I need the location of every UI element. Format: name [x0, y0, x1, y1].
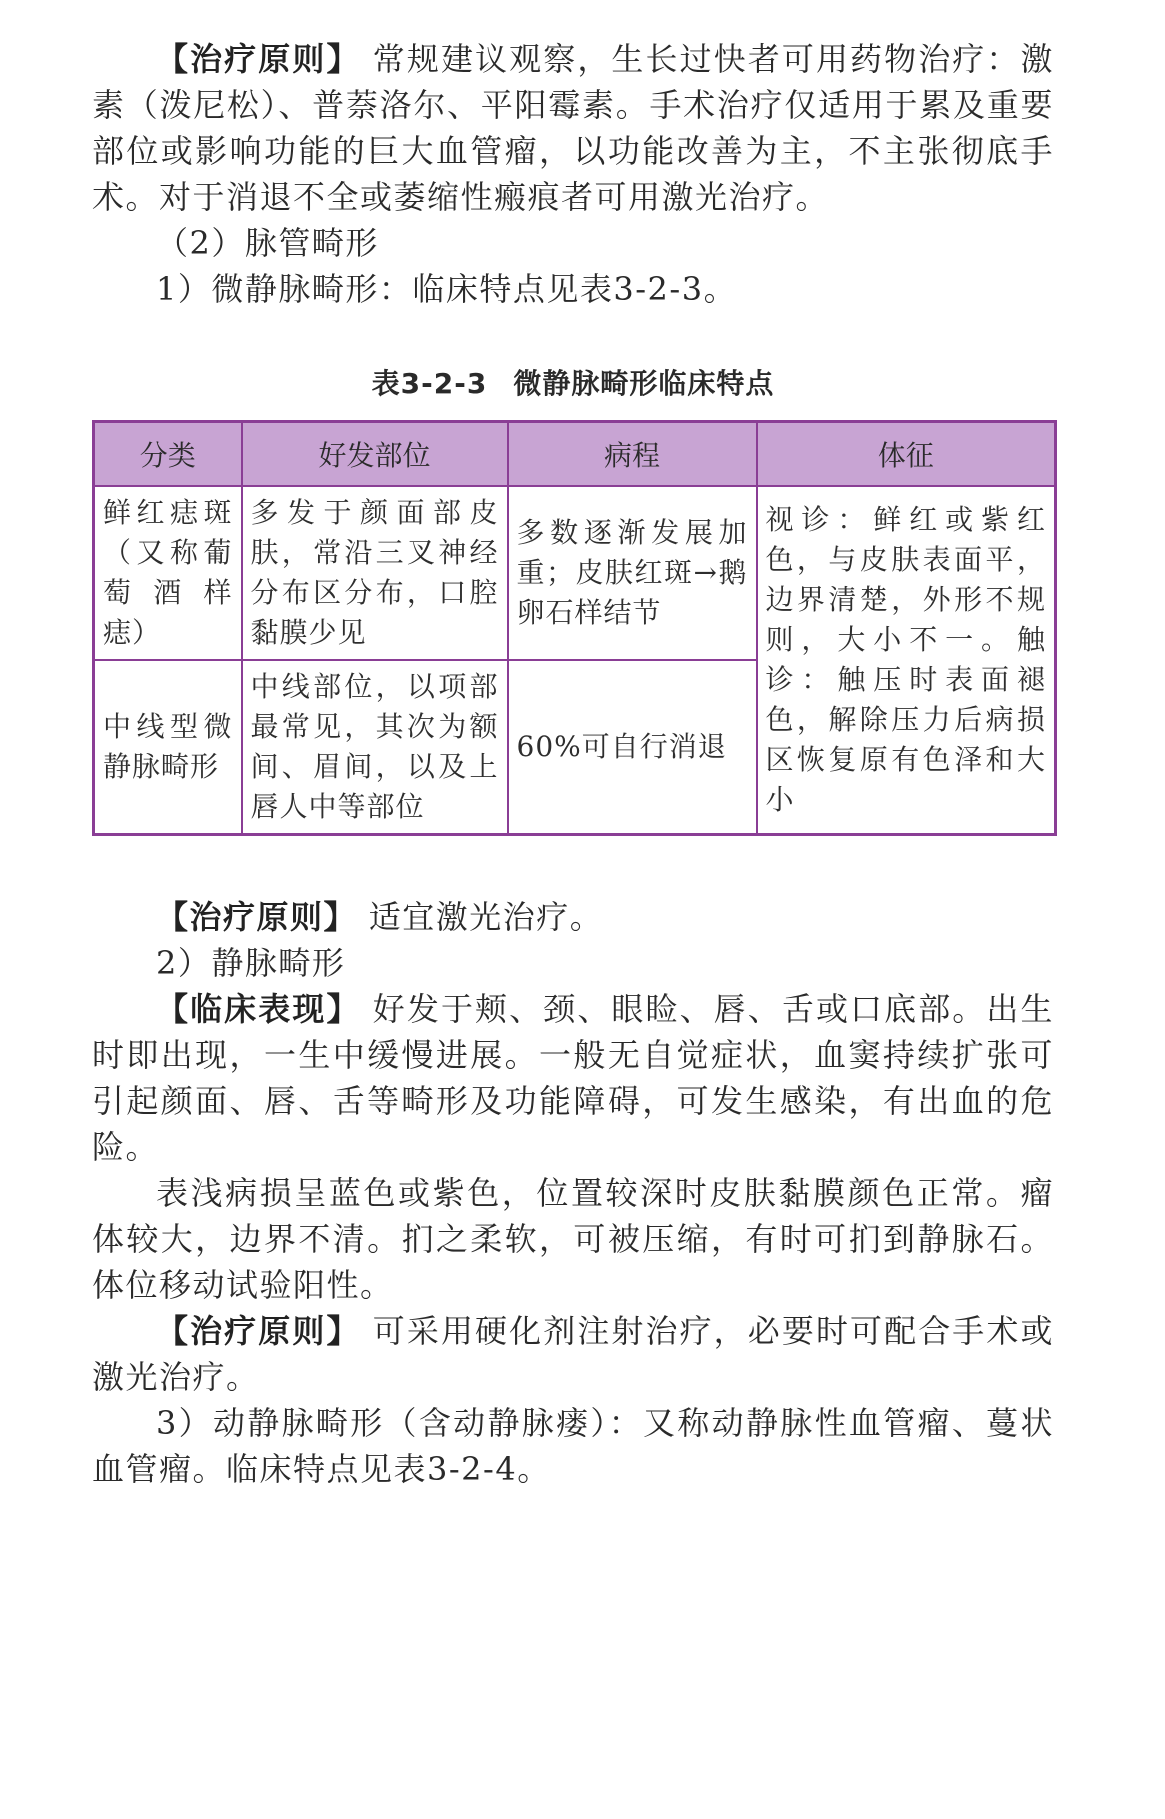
clinical-features-table [92, 420, 1057, 836]
item-arteriovenous-malformation: 3）动静脉畸形（含动静脉瘘）：又称动静脉性血管瘤、蔓状血管瘤。临床特点见表3-2-4。 [92, 1404, 1054, 1488]
cell-category: 鲜红痣斑（又称葡萄酒样痣） [94, 486, 242, 660]
table-number: 表3-2-3 [371, 367, 488, 400]
cell-site: 多发于颜面部皮肤，常沿三叉神经分布区分布，口腔黏膜少见 [242, 486, 508, 660]
cell-category: 中线型微静脉畸形 [94, 660, 242, 835]
cell-signs: 视诊：鲜红或紫红色，与皮肤表面平，边界清楚，外形不规则，大小不一。触诊：触压时表面褪色，解除压力后病损区恢复原有色泽和大小 [757, 486, 1056, 835]
treatment-principle-paragraph-2 [92, 894, 1054, 940]
table-header-row [94, 422, 1056, 487]
treatment-principle-paragraph [92, 36, 1054, 220]
clinical-manifestation-paragraph [92, 986, 1054, 1170]
item-venous-malformation: 2）静脉畸形 [156, 944, 346, 982]
header-course: 病程 [508, 422, 757, 487]
clinical-manifestation-tag: 【临床表现】 [156, 990, 361, 1028]
header-site: 好发部位 [242, 422, 508, 487]
treatment-principle-tag: 【治疗原则】 [156, 40, 361, 78]
table-title: 微静脉畸形临床特点 [513, 367, 775, 400]
cell-site: 中线部位，以项部最常见，其次为额间、眉间，以及上唇人中等部位 [242, 660, 508, 835]
lesion-description-paragraph: 表浅病损呈蓝色或紫色，位置较深时皮肤黏膜颜色正常。瘤体较大，边界不清。扪之柔软，可被压缩，有时可扪到静脉石。体位移动试验阳性。 [92, 1174, 1054, 1304]
header-category: 分类 [94, 422, 242, 487]
treatment-principle-tag-3: 【治疗原则】 [156, 1312, 361, 1350]
treatment-principle-tag-2: 【治疗原则】 [156, 898, 358, 936]
treatment-principle-text: 常规建议观察，生长过快者可用药物治疗：激素（泼尼松）、普萘洛尔、平阳霉素。手术治疗仅适用于累及重要部位或影响功能的巨大血管瘤，以功能改善为主，不主张彻底手术。对于消退不全或萎缩性瘢痕者可用激光治疗。 [92, 40, 1054, 216]
treatment-principle-text-2: 适宜激光治疗。 [368, 898, 604, 936]
cell-course: 多数逐渐发展加重；皮肤红斑→鹅卵石样结节 [508, 486, 757, 660]
treatment-principle-paragraph-3 [92, 1308, 1054, 1400]
section-heading-vascular-malformation: （2）脉管畸形 [156, 224, 379, 262]
document-page [92, 36, 1054, 1492]
cell-course: 60%可自行消退 [508, 660, 757, 835]
table-caption [92, 362, 1054, 402]
table-row [94, 486, 1056, 660]
treatment-principle-text-3: 可采用硬化剂注射治疗，必要时可配合手术或激光治疗。 [92, 1312, 1054, 1396]
clinical-manifestation-text: 好发于颊、颈、眼睑、唇、舌或口底部。出生时即出现，一生中缓慢进展。一般无自觉症状，血窦持续扩张可引起颜面、唇、舌等畸形及功能障碍，可发生感染，有出血的危险。 [92, 990, 1054, 1166]
header-signs: 体征 [757, 422, 1056, 487]
item-capillary-malformation: 1）微静脉畸形：临床特点见表3-2-3。 [156, 270, 738, 308]
